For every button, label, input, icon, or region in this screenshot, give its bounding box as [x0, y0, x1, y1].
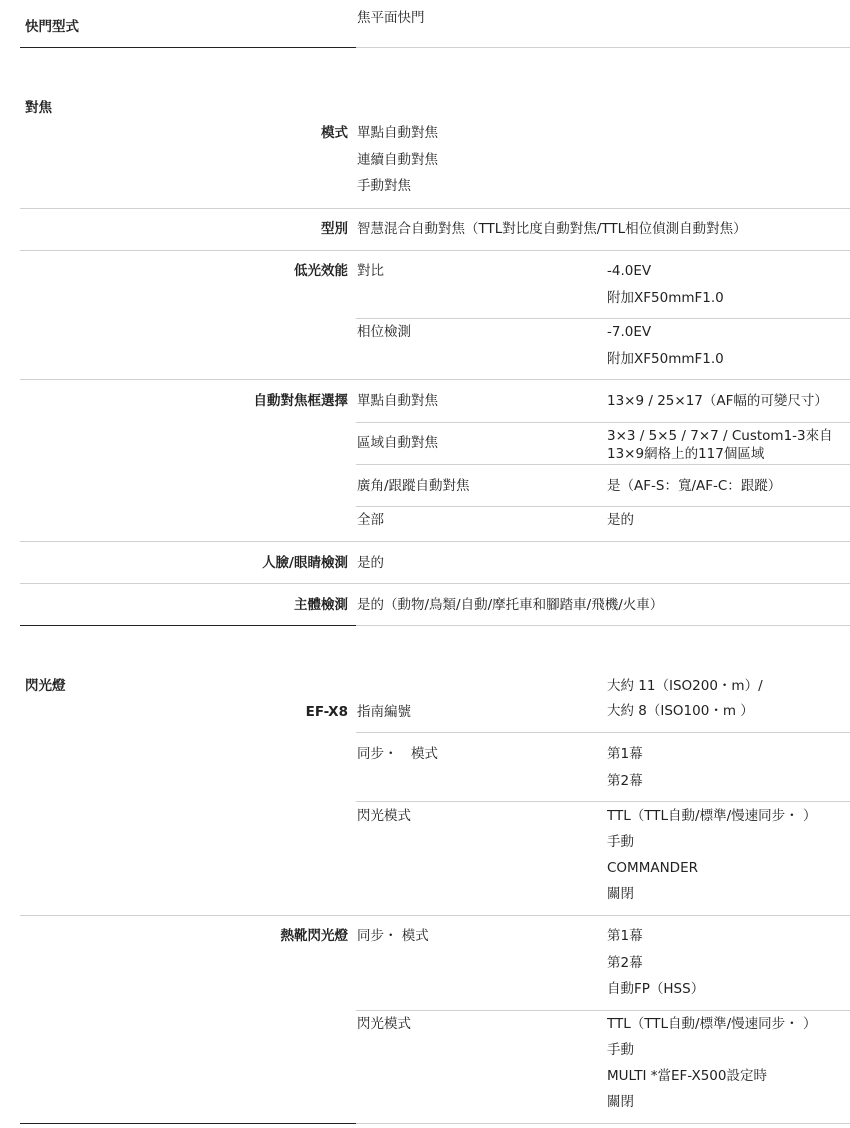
divider	[356, 464, 850, 465]
efx8-flash-mode-value: COMMANDER	[607, 860, 698, 876]
focus-mode-value: 手動對焦	[357, 178, 411, 194]
af-zone-value: 13×9網格上的117個區域	[607, 446, 765, 462]
subject-label: 主體檢測	[294, 597, 348, 613]
af-zone-label: 區域自動對焦	[357, 435, 438, 451]
shutter-value: 焦平面快門	[357, 10, 425, 26]
focus-label: 對焦	[25, 100, 52, 116]
lowlight-contrast-label: 對比	[357, 263, 384, 279]
hotshoe-sync-value: 第1幕	[607, 928, 643, 944]
af-zone-value: 3×3 / 5×5 / 7×7 / Custom1-3來自	[607, 428, 833, 444]
af-all-label: 全部	[357, 512, 384, 528]
face-eye-value: 是的	[357, 555, 384, 571]
af-all-value: 是的	[607, 512, 634, 528]
divider	[356, 318, 850, 319]
lowlight-contrast-value: -4.0EV	[607, 263, 652, 279]
focus-type-label: 型別	[321, 221, 348, 237]
af-wide-label: 廣角/跟蹤自動對焦	[357, 478, 470, 494]
hotshoe-flash-mode-value: TTL（TTL自動/標準/慢速同步・ ）	[607, 1016, 817, 1032]
divider	[356, 47, 850, 48]
hotshoe-sync-value: 第2幕	[607, 955, 643, 971]
divider	[356, 732, 850, 733]
lowlight-phase-label: 相位檢測	[357, 324, 411, 340]
shutter-label: 快門型式	[25, 19, 79, 35]
hotshoe-sync-label: 同步・ 模式	[357, 928, 429, 944]
divider	[356, 506, 850, 507]
hotshoe-flash-mode-value: 手動	[607, 1042, 634, 1058]
divider	[20, 915, 850, 916]
hotshoe-flash-mode-label: 閃光模式	[357, 1016, 411, 1032]
af-single-label: 單點自動對焦	[357, 393, 438, 409]
focus-mode-value: 單點自動對焦	[357, 125, 438, 141]
af-frame-label: 自動對焦框選擇	[253, 393, 348, 409]
efx8-flash-mode-value: 手動	[607, 834, 634, 850]
focus-mode-label: 模式	[321, 125, 348, 141]
subject-value: 是的（動物/鳥類/自動/摩托車和腳踏車/飛機/火車）	[357, 597, 664, 613]
divider	[20, 208, 850, 209]
hotshoe-label: 熱靴閃光燈	[280, 928, 348, 944]
efx8-flash-mode-value: TTL（TTL自動/標準/慢速同步・ ）	[607, 808, 817, 824]
efx8-label: EF-X8	[305, 704, 348, 720]
divider	[20, 379, 850, 380]
af-single-value: 13×9 / 25×17（AF幅的可變尺寸）	[607, 393, 828, 409]
focus-type-value: 智慧混合自動對焦（TTL對比度自動對焦/TTL相位偵測自動對焦）	[357, 221, 747, 237]
divider	[356, 422, 850, 423]
efx8-sync-value: 第1幕	[607, 746, 643, 762]
lowlight-contrast-value: 附加XF50mmF1.0	[607, 290, 724, 306]
divider	[356, 625, 850, 626]
face-eye-label: 人臉/眼睛檢測	[262, 555, 348, 571]
divider	[20, 541, 850, 542]
lowlight-phase-value: 附加XF50mmF1.0	[607, 351, 724, 367]
hotshoe-sync-value: 自動FP（HSS）	[607, 981, 705, 997]
divider	[20, 583, 850, 584]
focus-mode-value: 連續自動對焦	[357, 152, 438, 168]
divider	[356, 1123, 850, 1124]
divider	[356, 1010, 850, 1011]
hotshoe-flash-mode-value: MULTI *當EF-X500設定時	[607, 1068, 767, 1084]
efx8-flash-mode-label: 閃光模式	[357, 808, 411, 824]
efx8-guide-value: 大約 11（ISO200・m）/	[607, 678, 763, 694]
divider	[356, 801, 850, 802]
divider	[20, 625, 356, 626]
divider	[20, 47, 356, 48]
efx8-guide-value: 大約 8（ISO100・m ）	[607, 703, 754, 719]
efx8-guide-label: 指南編號	[357, 704, 411, 720]
divider	[20, 1123, 356, 1124]
af-wide-value: 是（AF-S：寬/AF-C：跟蹤）	[607, 478, 782, 494]
efx8-flash-mode-value: 關閉	[607, 886, 634, 902]
lowlight-phase-value: -7.0EV	[607, 324, 652, 340]
efx8-sync-value: 第2幕	[607, 773, 643, 789]
lowlight-label: 低光效能	[294, 263, 348, 279]
divider	[20, 250, 850, 251]
efx8-sync-label: 同步・ 模式	[357, 746, 438, 762]
hotshoe-flash-mode-value: 關閉	[607, 1094, 634, 1110]
flash-label: 閃光燈	[25, 678, 66, 694]
